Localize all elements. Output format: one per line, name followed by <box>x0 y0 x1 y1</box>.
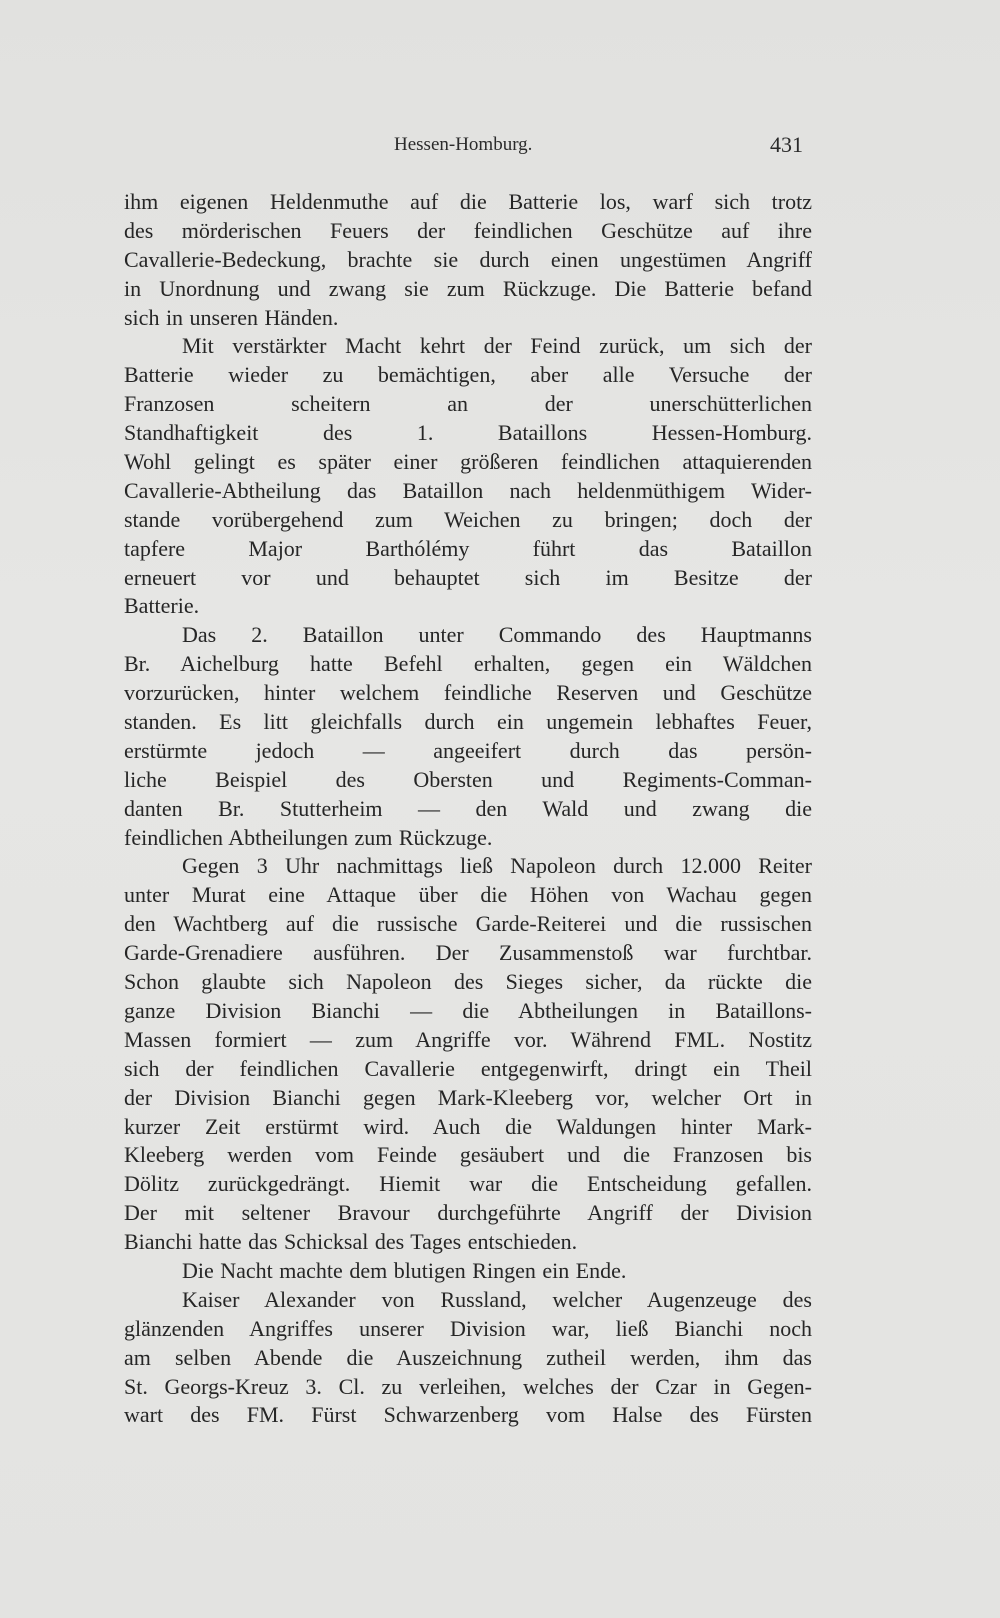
text-line: sich der feindlichen Cavallerie entgegenwirft, dringt ein Theil <box>124 1055 812 1081</box>
text-line: am selben Abende die Auszeichnung zutheil werden, ihm das <box>124 1344 812 1370</box>
text-line: vorzurücken, hinter welchem feindliche Reserven und Geschütze <box>124 680 812 706</box>
text-line: liche Beispiel des Obersten und Regiments-Comman- <box>124 766 812 792</box>
text-line: der Division Bianchi gegen Mark-Kleeberg vor, welcher Ort in <box>124 1084 812 1110</box>
text-line: glänzenden Angriffes unserer Division war, ließ Bianchi noch <box>124 1315 812 1341</box>
text-line: erneuert vor und behauptet sich im Besitze der <box>124 564 812 590</box>
text-line: Schon glaubte sich Napoleon des Sieges sicher, da rückte die <box>124 969 812 995</box>
text-line: Garde-Grenadiere ausführen. Der Zusammenstoß war furchtbar. <box>124 940 812 966</box>
text-line: Batterie. <box>124 593 200 619</box>
text-line: danten Br. Stutterheim — den Wald und zwang die <box>124 795 812 821</box>
text-line: Batterie wieder zu bemächtigen, aber alle Versuche der <box>124 362 812 388</box>
text-line: feindlichen Abtheilungen zum Rückzuge. <box>124 824 493 850</box>
text-line: erstürmte jedoch — angeeifert durch das persön- <box>124 737 812 763</box>
running-head <box>0 132 1000 162</box>
text-line: St. Georgs-Kreuz 3. Cl. zu verleihen, welches der Czar in Gegen- <box>124 1373 812 1399</box>
text-line: Gegen 3 Uhr nachmittags ließ Napoleon durch 12.000 Reiter <box>182 853 812 879</box>
text-line: wart des FM. Fürst Schwarzenberg vom Halse des Fürsten <box>124 1402 812 1428</box>
text-line: Massen formiert — zum Angriffe vor. Während FML. Nostitz <box>124 1026 812 1052</box>
text-line: Bianchi hatte das Schicksal des Tages entschieden. <box>124 1229 578 1255</box>
text-line: des mörderischen Feuers der feindlichen Geschütze auf ihre <box>124 217 812 243</box>
text-line: Wohl gelingt es später einer größeren feindlichen attaquierenden <box>124 449 812 475</box>
running-title: Hessen-Homburg. <box>394 134 533 155</box>
page-number: 431 <box>770 132 803 157</box>
text-line: Kaiser Alexander von Russland, welcher Augenzeuge des <box>182 1286 812 1312</box>
text-line: unter Murat eine Attaque über die Höhen von Wachau gegen <box>124 882 812 908</box>
text-line: Dölitz zurückgedrängt. Hiemit war die Entscheidung gefallen. <box>124 1171 812 1197</box>
text-line: stande vorübergehend zum Weichen zu bringen; doch der <box>124 506 812 532</box>
text-line: Standhaftigkeit des 1. Bataillons Hessen-Homburg. <box>124 420 812 446</box>
text-line: in Unordnung und zwang sie zum Rückzuge. Die Batterie befand <box>124 275 812 301</box>
body-text <box>124 188 812 1430</box>
text-line: Das 2. Bataillon unter Commando des Hauptmanns <box>182 622 812 648</box>
text-line: ganze Division Bianchi — die Abtheilungen in Bataillons- <box>124 997 812 1023</box>
text-line: den Wachtberg auf die russische Garde-Reiterei und die russischen <box>124 911 812 937</box>
text-line: tapfere Major Barthólémy führt das Bataillon <box>124 535 812 561</box>
text-line: kurzer Zeit erstürmt wird. Auch die Waldungen hinter Mark- <box>124 1113 812 1139</box>
text-line: ihm eigenen Heldenmuthe auf die Batterie los, warf sich trotz <box>124 189 812 214</box>
text-line: Kleeberg werden vom Feinde gesäubert und die Franzosen bis <box>124 1142 812 1168</box>
text-line: sich in unseren Händen. <box>124 304 339 330</box>
text-line: Der mit seltener Bravour durchgeführte Angriff der Division <box>124 1200 812 1226</box>
text-line: Mit verstärkter Macht kehrt der Feind zurück, um sich der <box>182 333 812 359</box>
text-line: Franzosen scheitern an der unerschütterlichen <box>124 391 812 417</box>
text-line: Cavallerie-Bedeckung, brachte sie durch einen ungestümen Angriff <box>124 246 812 272</box>
text-line: Cavallerie-Abtheilung das Bataillon nach heldenmüthigem Wider- <box>124 477 812 503</box>
text-line: Br. Aichelburg hatte Befehl erhalten, gegen ein Wäldchen <box>124 651 812 677</box>
text-line: Die Nacht machte dem blutigen Ringen ein Ende. <box>182 1257 627 1283</box>
text-line: standen. Es litt gleichfalls durch ein ungemein lebhaftes Feuer, <box>124 709 812 735</box>
